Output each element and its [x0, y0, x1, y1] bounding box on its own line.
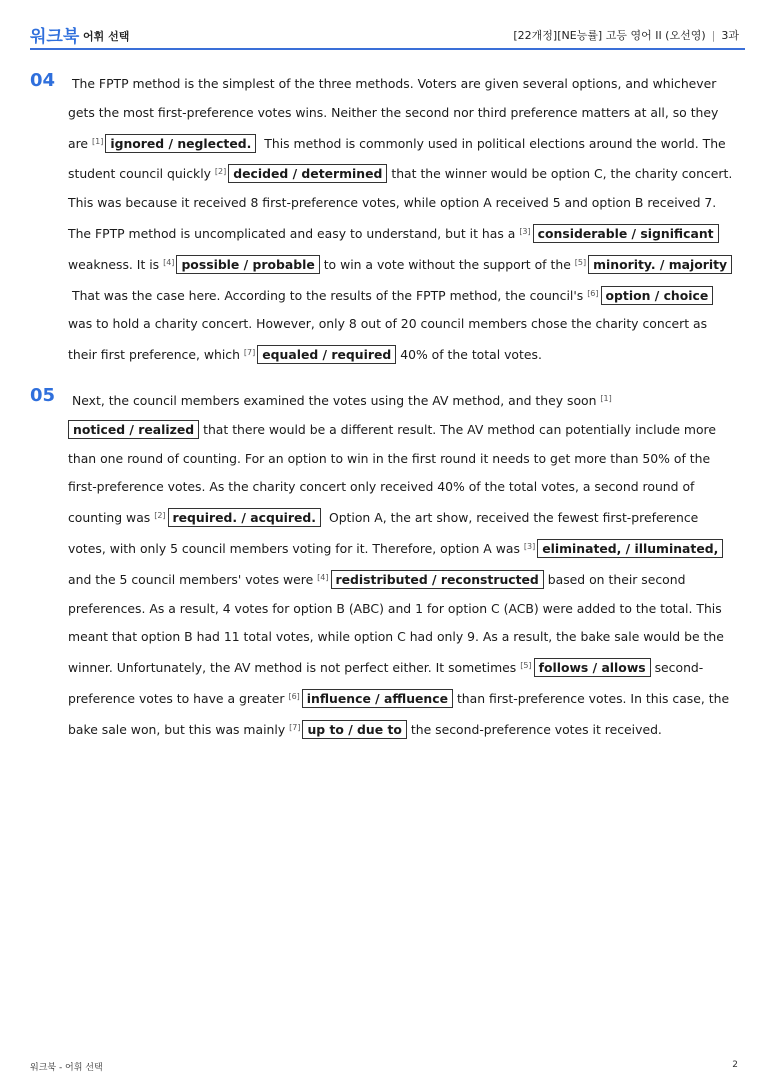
blank-number: [4] [317, 572, 329, 582]
page-number: 2 [732, 1060, 738, 1070]
paragraph-text: That was the case here. According to the results of the FPTP method, the council's [72, 287, 584, 303]
course-info [513, 27, 739, 43]
vocab-choice-box[interactable]: minority. / majority [588, 255, 732, 274]
blank-number: [5] [574, 257, 587, 267]
blank-number: [7] [243, 348, 256, 358]
paragraph-text: that the winner would be option C, the charity concert. This was because it received 8 first-preference votes, while option A received 5 and option B received 7. The FPTP method is uncomplicated and easy to understand, but it has a [68, 166, 733, 241]
blank-number: [6] [587, 288, 599, 298]
vocab-choice-box[interactable]: eliminated, / illuminated, [537, 539, 723, 558]
vocab-choice-box[interactable]: follows / allows [534, 658, 651, 677]
vocab-choice-box[interactable]: noticed / realized [68, 420, 199, 439]
vocab-choice-box[interactable]: required. / acquired. [168, 508, 321, 527]
vocab-choice-box[interactable]: possible / probable [176, 255, 319, 274]
page-subtitle: 어휘 선택 [83, 30, 130, 43]
blank-number: [2] [154, 511, 166, 521]
paragraph-text: the second-preference votes it received. [410, 721, 662, 737]
blank-number: [3] [523, 541, 536, 551]
paragraph-text: Option A, the art show, received the fewest first-preference votes, with only 5 council members voting for it. Therefore, option A was [68, 510, 699, 556]
paragraph-text: Next, the council members examined the votes using the AV method, and they soon [71, 393, 597, 408]
paragraph-text: This method is commonly used in political elections around the world. The student council quickly [68, 135, 726, 182]
separator: | [711, 29, 716, 42]
vocab-choice-box[interactable]: influence / affluence [302, 689, 453, 708]
paragraph-text: was to hold a charity concert. However, only 8 out of 20 council members chose the charity concert as their first preference, which [68, 316, 708, 363]
paragraph-text: The FPTP method is the simplest of the three methods. Voters are given several options, and whichever gets the most first-preference votes wins. Neither the second nor third preference matters at all, so they are [68, 76, 719, 151]
paragraph-text: than first-preference votes. In this case, the bake sale won, but this was mainly [68, 690, 730, 737]
paragraph-text: based on their second preferences. As a result, 4 votes for option B (ABC) and 1 for option C (ACB) were added to the total. This meant that option B had 11 total votes, while option C had only 9. As a result, the bake sale would be the winner. Unfortunately, the AV method is not perfect either. It sometimes [68, 571, 724, 676]
blank-number: [3] [519, 226, 531, 236]
lesson-label: 3과 [721, 29, 739, 42]
paragraph-text: and the 5 council members' votes were [68, 571, 314, 587]
blank-number: [6] [288, 691, 300, 701]
blank-number: [4] [163, 257, 175, 267]
paragraph-text: to win a vote without the support of the [323, 256, 571, 272]
section-number: 04 [30, 70, 56, 91]
paragraph-text: second-preference votes to have a greater [68, 660, 704, 706]
blank-number: [5] [520, 661, 532, 671]
vocab-choice-box[interactable]: decided / determined [228, 164, 387, 183]
vocab-choice-box[interactable]: redistributed / reconstructed [331, 570, 544, 589]
blank-number: [1] [600, 394, 612, 403]
footer-label: 워크북 - 어휘 선택 [30, 1063, 103, 1073]
vocab-choice-box[interactable]: equaled / required [257, 345, 396, 364]
course-title: [22개정][NE능률] 고등 영어 II (오선영) [513, 29, 706, 42]
blank-number: [2] [214, 167, 227, 177]
vocab-choice-box[interactable]: up to / due to [302, 720, 406, 739]
vocab-choice-box[interactable]: option / choice [601, 286, 714, 305]
blank-number: [1] [92, 136, 104, 146]
paragraph-text: weakness. It is [68, 256, 160, 272]
page-header [30, 18, 745, 50]
blank-number: [7] [289, 722, 301, 732]
paragraph-text: 40% of the total votes. [400, 347, 542, 363]
brand-logo: 워크북 [30, 27, 80, 47]
section-text [68, 385, 738, 745]
section-text [68, 70, 738, 370]
section-number: 05 [30, 385, 56, 406]
vocab-choice-box[interactable]: ignored / neglected. [105, 134, 256, 153]
paragraph-text: that there would be a different result. The AV method can potentially include more than one round of counting. For an option to win in the first round it needs to get more than 50% of the first-preference votes. As the charity concert only received 40% of the total votes, a second round of counting was [68, 421, 717, 526]
vocab-choice-box[interactable]: considerable / significant [533, 224, 719, 243]
